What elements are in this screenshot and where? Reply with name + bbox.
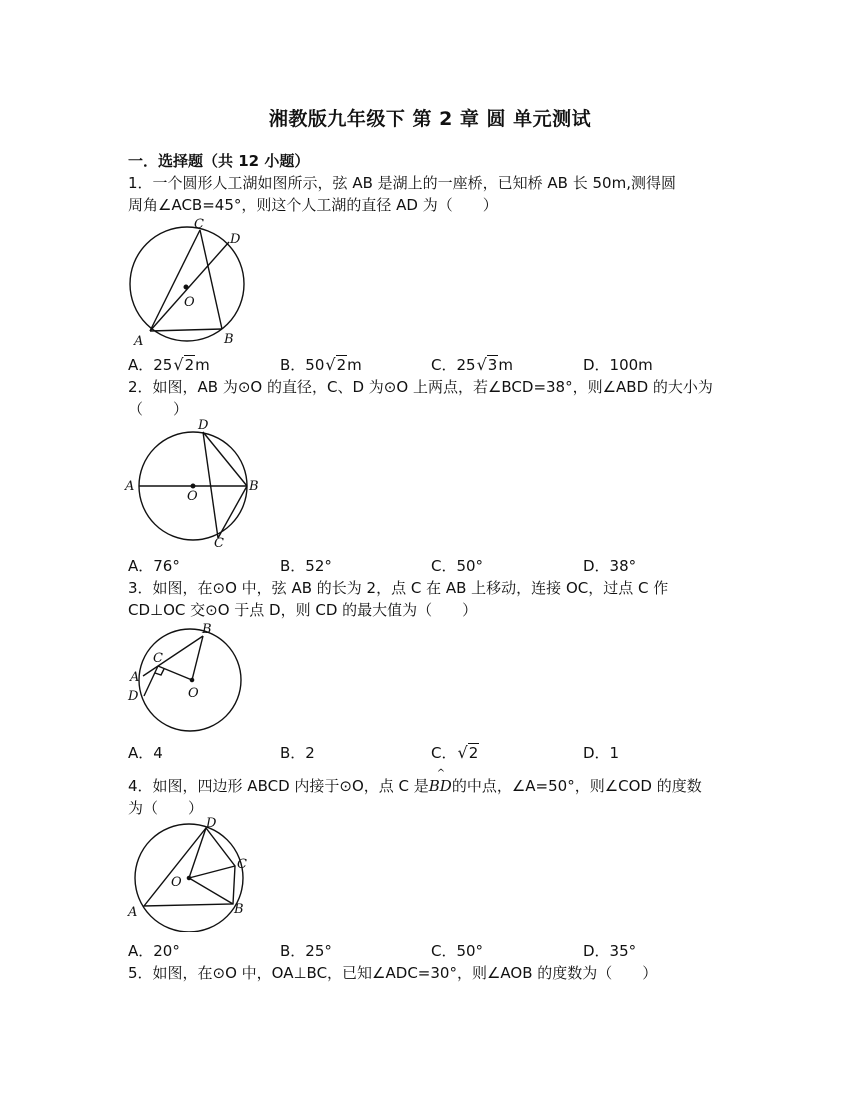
sqrt-symbol: √3: [476, 355, 498, 374]
q4-label-a: A: [128, 905, 138, 920]
q3-text-line1: 3．如图，在⊙O 中，弦 AB 的长为 2，点 C 在 AB 上移动，连接 OC，过点 C 作: [128, 579, 669, 597]
q3-label-b: B: [202, 622, 212, 637]
sqrt-symbol: √2: [325, 355, 347, 374]
q3-label-c: C: [153, 651, 163, 666]
q2-option-c[interactable]: C．50°: [431, 557, 484, 575]
q1-label-d: D: [230, 232, 241, 247]
sqrt-symbol: √2: [173, 355, 195, 374]
q3-option-a[interactable]: A．4: [128, 744, 163, 762]
q2-label-a: A: [125, 479, 135, 494]
q2-option-a[interactable]: A．76°: [128, 557, 180, 575]
q3-label-d: D: [128, 689, 139, 704]
q1-option-d[interactable]: D．100m: [583, 356, 653, 374]
q1-option-c[interactable]: C．25√3m: [431, 355, 513, 374]
q1-text-line1: 1．一个圆形人工湖如图所示，弦 AB 是湖上的一座桥，已知桥 AB 长 50m,测得圆: [128, 174, 676, 192]
q3-option-b[interactable]: B．2: [280, 744, 315, 762]
q1-label-a: A: [134, 334, 144, 349]
q2-label-o: O: [187, 489, 198, 504]
q2-label-d: D: [198, 418, 209, 433]
arc-bd: ^ BD: [428, 768, 452, 795]
q1-option-a[interactable]: A．25√2m: [128, 355, 210, 374]
q1-figure: [122, 214, 257, 349]
q2-figure: [120, 414, 270, 552]
q3-text-line2: CD⊥OC 交⊙O 于点 D，则 CD 的最大值为（ ）: [128, 601, 478, 619]
section-heading: 一．选择题（共 12 小题）: [128, 152, 310, 170]
q4-option-b[interactable]: B．25°: [280, 942, 332, 960]
q4-option-a[interactable]: A．20°: [128, 942, 180, 960]
q4-text-line2: 为（ ）: [128, 799, 204, 817]
q4-label-b: B: [234, 902, 244, 917]
q4-label-c: C: [237, 857, 247, 872]
q2-option-d[interactable]: D．38°: [583, 557, 637, 575]
q2-label-b: B: [249, 479, 259, 494]
q4-option-c[interactable]: C．50°: [431, 942, 484, 960]
q1-label-c: C: [194, 217, 204, 232]
q5-text-line1: 5．如图，在⊙O 中，OA⊥BC，已知∠ADC=30°，则∠AOB 的度数为（ ）: [128, 964, 658, 982]
sqrt-symbol: √2: [457, 743, 479, 762]
q3-option-c[interactable]: C．√2: [431, 743, 479, 762]
q3-option-d[interactable]: D．1: [583, 744, 620, 762]
q3-label-o: O: [188, 686, 199, 701]
q1-option-b[interactable]: B．50√2m: [280, 355, 362, 374]
q1-text-line2: 周角∠ACB=45°，则这个人工湖的直径 AD 为（ ）: [128, 196, 498, 214]
q4-label-o: O: [171, 875, 182, 890]
q4-label-d: D: [206, 816, 217, 831]
q4-figure: [122, 814, 257, 932]
page-title: 湘教版九年级下 第 2 章 圆 单元测试: [268, 108, 592, 130]
q4-text-line1: 4．如图，四边形 ABCD 内接于⊙O，点 C 是 ^ BD的中点，∠A=50°，则∠COD 的度数: [128, 768, 702, 795]
q2-text-line2: （ ）: [128, 400, 189, 418]
q1-label-b: B: [224, 332, 234, 347]
q2-option-b[interactable]: B．52°: [280, 557, 332, 575]
q2-label-c: C: [214, 536, 224, 551]
q3-label-a: A: [130, 670, 140, 685]
q2-text-line1: 2．如图，AB 为⊙O 的直径，C、D 为⊙O 上两点，若∠BCD=38°，则∠ABD 的大小为: [128, 378, 713, 396]
q1-label-o: O: [184, 295, 195, 310]
q3-figure: [122, 618, 247, 736]
q4-option-d[interactable]: D．35°: [583, 942, 637, 960]
